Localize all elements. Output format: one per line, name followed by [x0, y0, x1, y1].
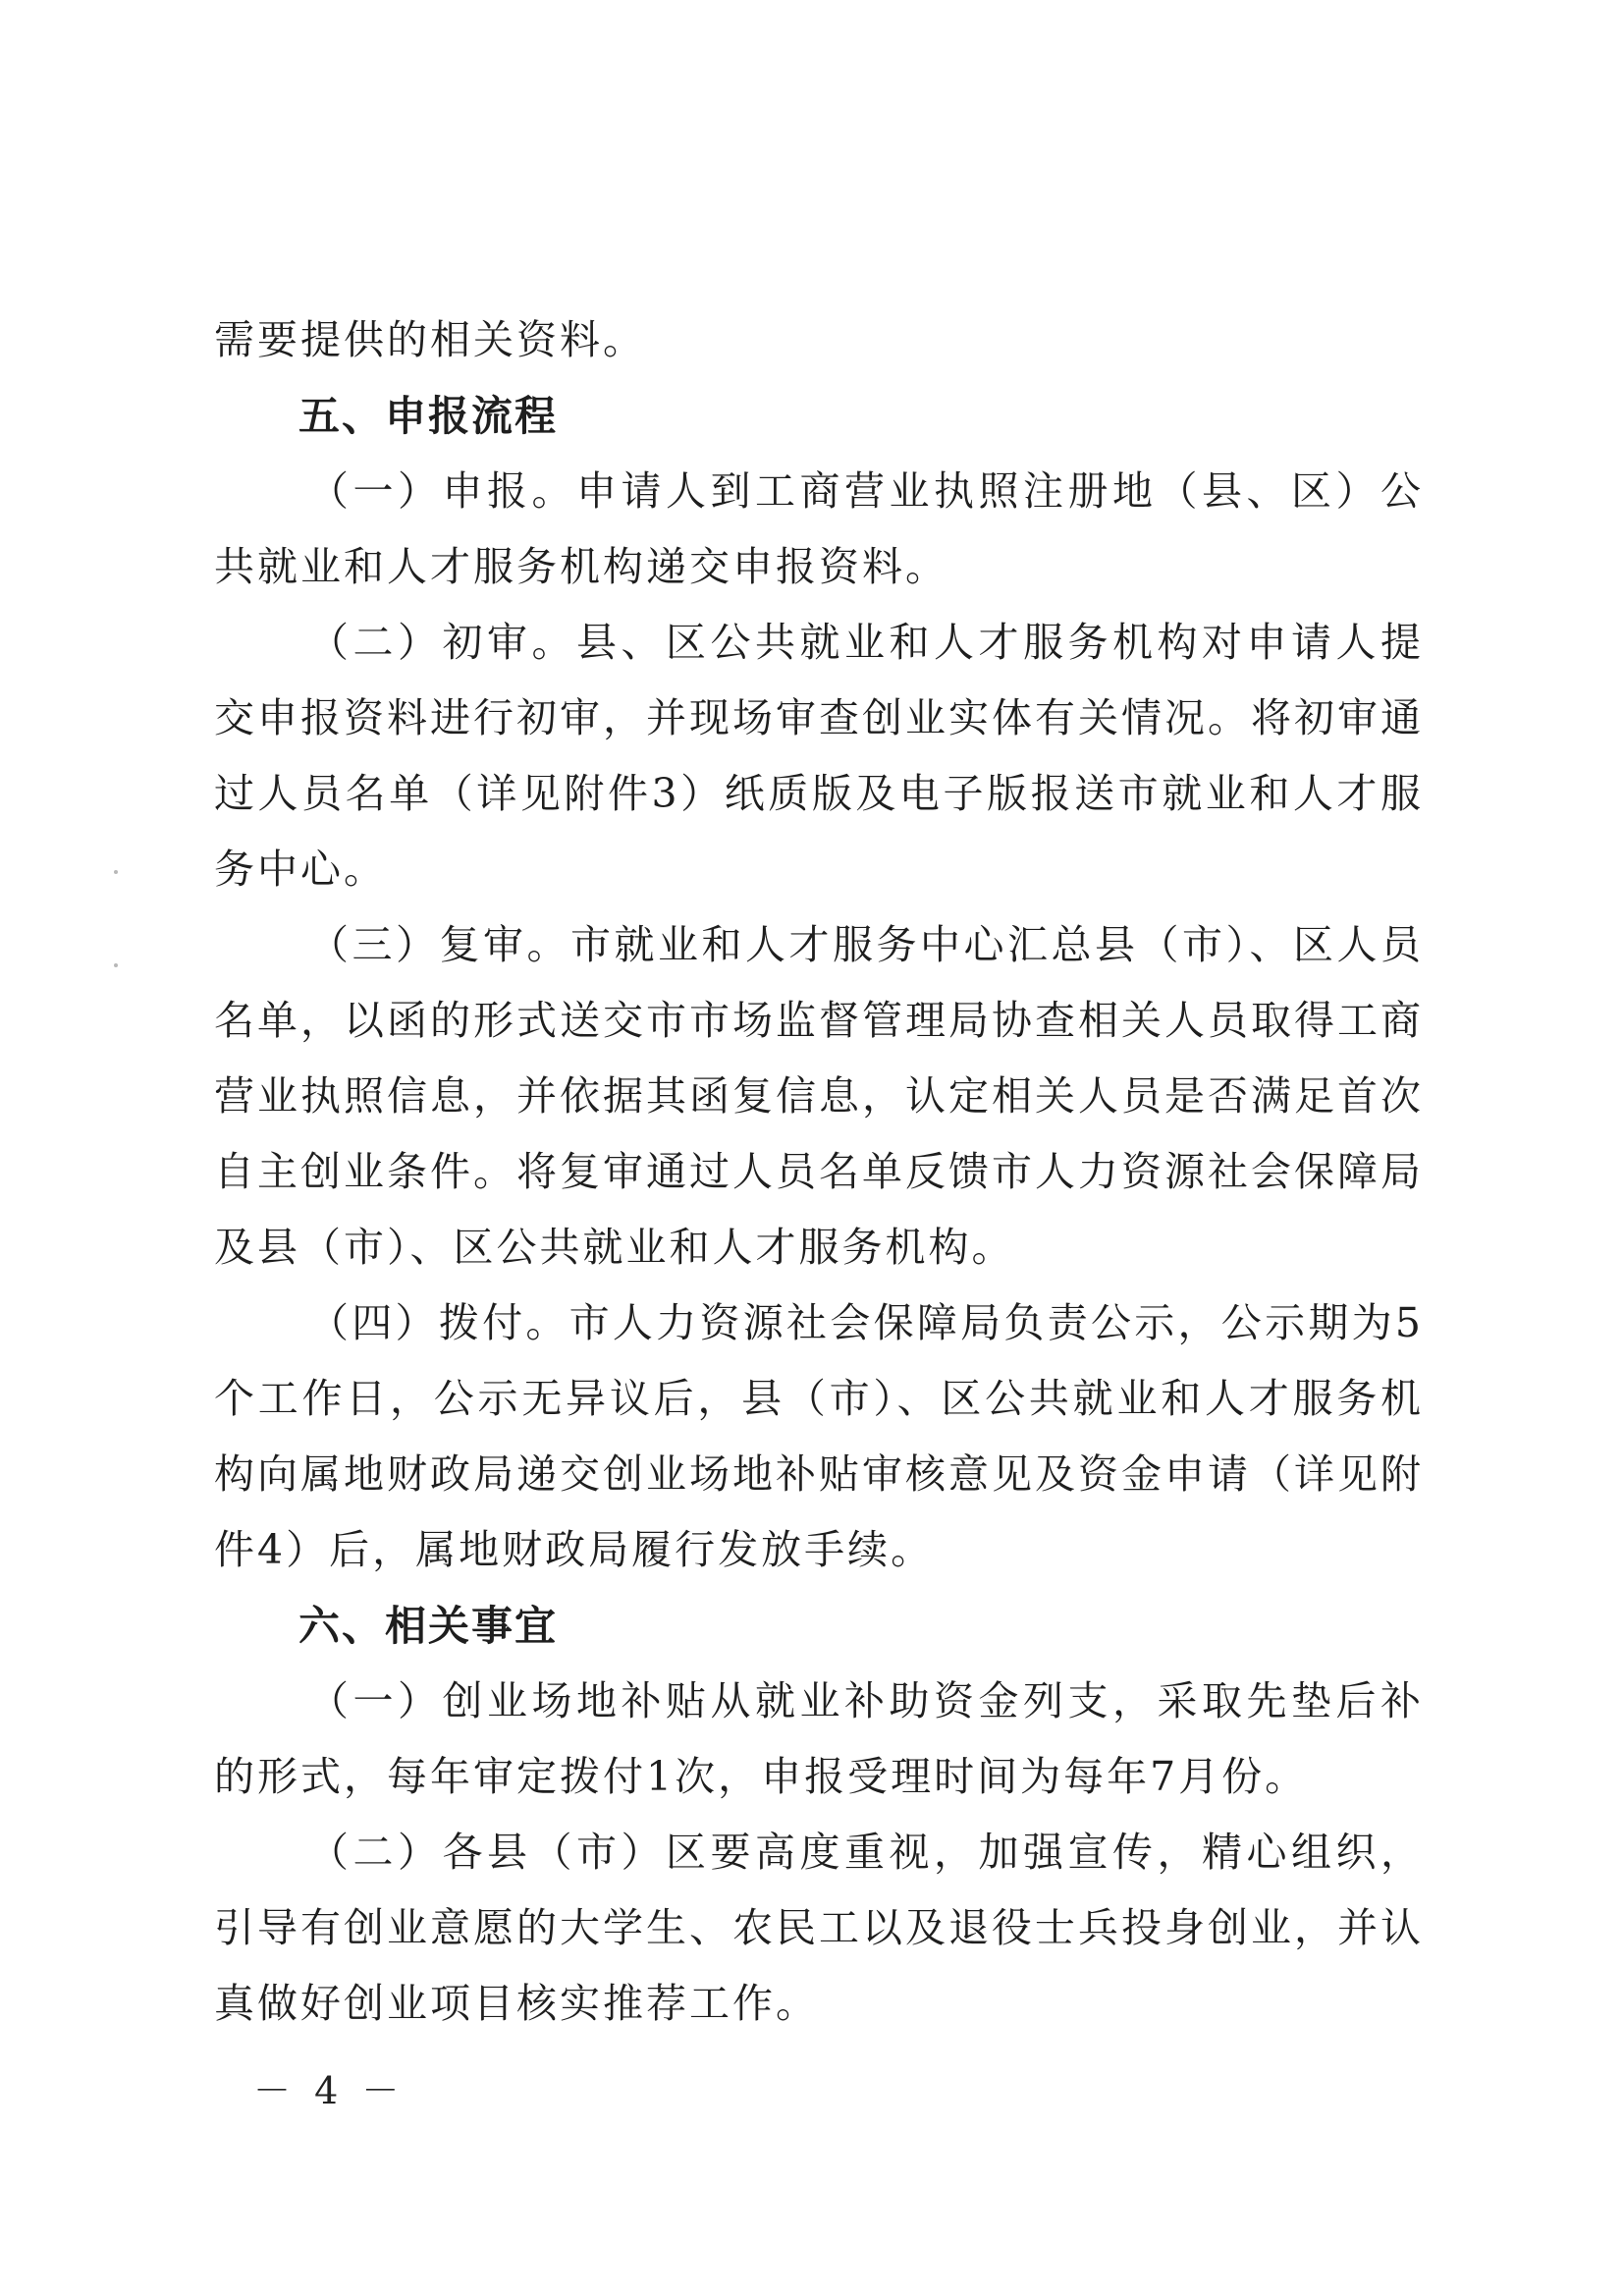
paragraph-step-4: （四）拨付。市人力资源社会保障局负责公示，公示期为5个工作日，公示无异议后，县（市）、区公共就业和人才服务机构向属地财政局递交创业场地补贴审核意见及资金申请（详见附件4）后，属地财政局履行发放手续。: [214, 1299, 1424, 1573]
paragraph-step-1: （一）申报。申请人到工商营业执照注册地（县、区）公共就业和人才服务机构递交申报资料。: [214, 467, 1424, 590]
page-number: － 4 －: [253, 2069, 406, 2112]
paragraph-matter-1: （一）创业场地补贴从就业补助资金列支，采取先垫后补的形式，每年审定拨付1次，申报受理时间为每年7月份。: [214, 1677, 1424, 1800]
paragraph-matter-2: （二）各县（市）区要高度重视，加强宣传，精心组织，引导有创业意愿的大学生、农民工以及退役士兵投身创业，并认真做好创业项目核实推荐工作。: [214, 1829, 1424, 2027]
paragraph-step-2: （二）初审。县、区公共就业和人才服务机构对申请人提交申报资料进行初审，并现场审查创业实体有关情况。将初审通过人员名单（详见附件3）纸质版及电子版报送市就业和人才服务中心。: [214, 619, 1424, 893]
document-body: [214, 302, 1424, 2042]
scan-speck: [114, 963, 118, 967]
scan-speck: [114, 870, 118, 874]
paragraph-step-3: （三）复审。市就业和人才服务中心汇总县（市）、区人员名单，以函的形式送交市市场监督管理局协查相关人员取得工商营业执照信息，并依据其函复信息，认定相关人员是否满足首次自主创业条件。将复审通过人员名单反馈市人力资源社会保障局及县（市）、区公共就业和人才服务机构。: [214, 921, 1424, 1271]
paragraph-intro: 需要提供的相关资料。: [214, 316, 646, 363]
section-heading-6: 六、相关事宜: [298, 1602, 559, 1650]
section-heading-5: 五、申报流程: [298, 392, 559, 440]
